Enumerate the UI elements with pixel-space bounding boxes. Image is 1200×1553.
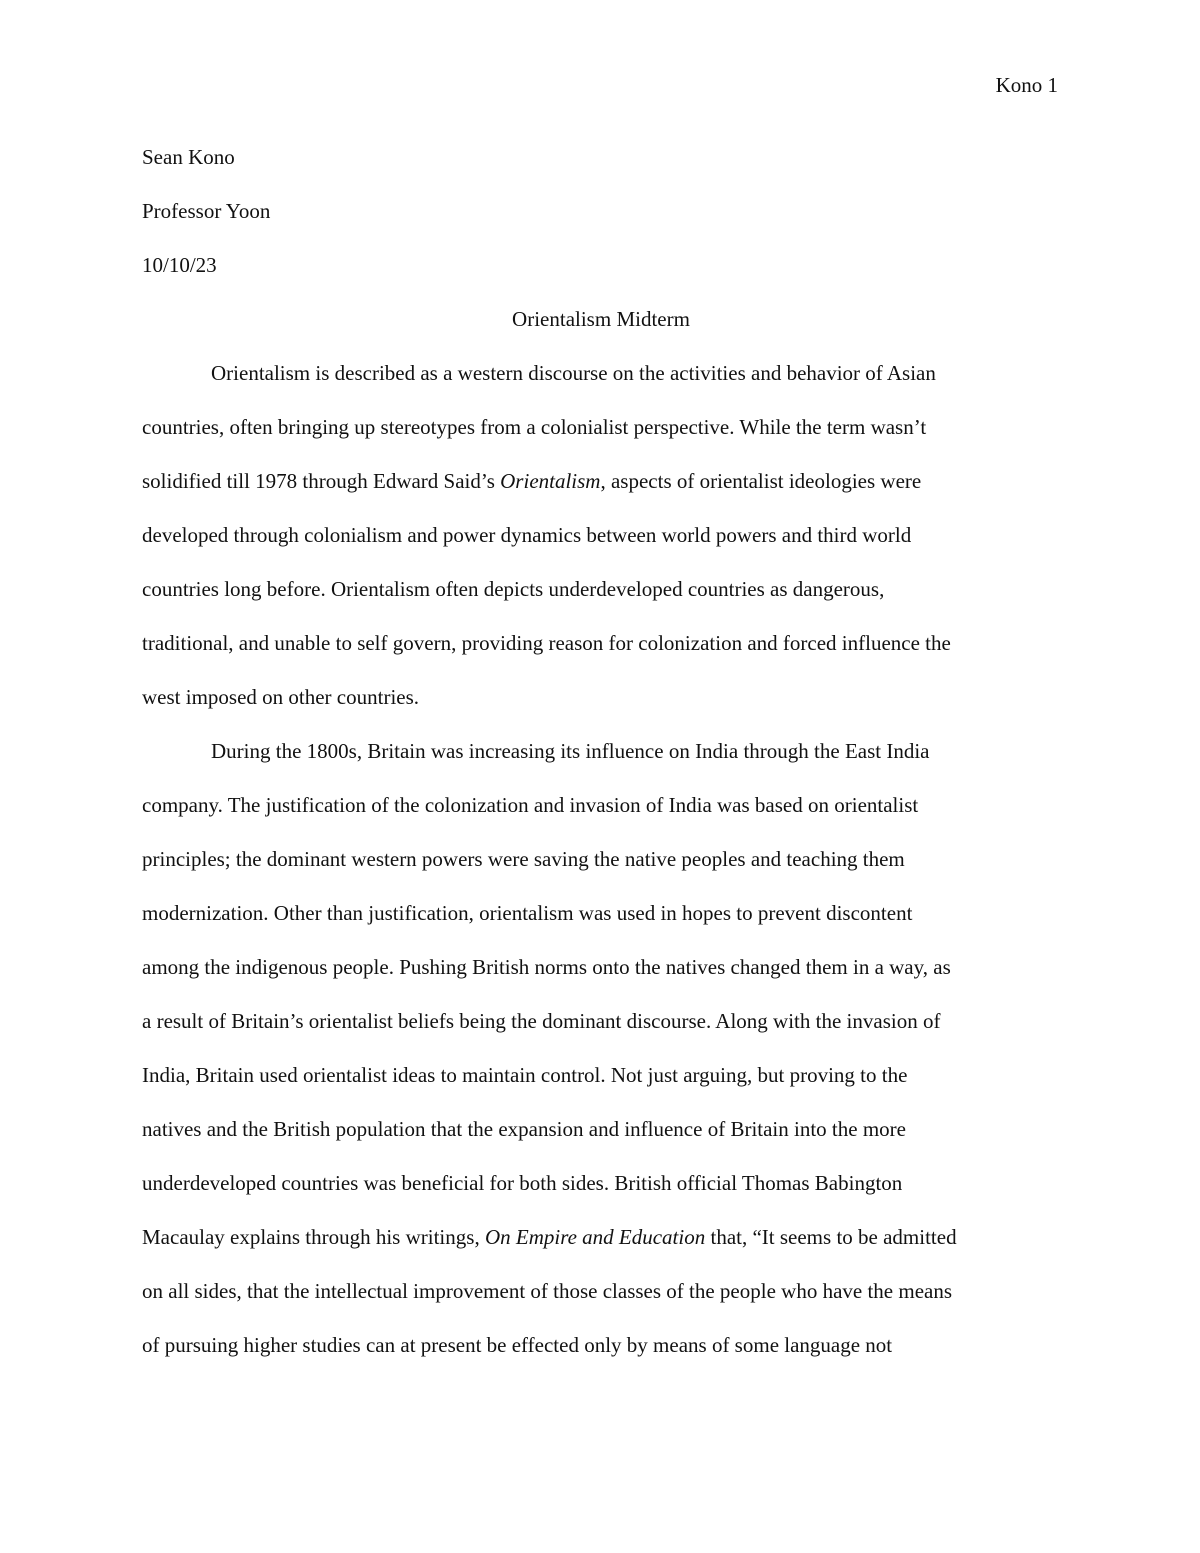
paragraph-line: west imposed on other countries.: [142, 685, 420, 709]
paragraph-line: natives and the British population that the expansion and influence of Britain into the more: [142, 1117, 906, 1141]
paragraph-line: developed through colonialism and power dynamics between world powers and third world: [142, 523, 912, 547]
paragraph-line: of pursuing higher studies can at present be effected only by means of some language not: [142, 1333, 893, 1357]
running-head: Kono 1: [995, 73, 1058, 97]
author-name: Sean Kono: [142, 145, 235, 169]
paragraph-line: company. The justification of the colonization and invasion of India was based on orientalist: [142, 793, 919, 817]
paragraph-line: solidified till 1978 through Edward Said’s Orientalism, aspects of orientalist ideologies were: [142, 469, 922, 493]
paragraph-line: principles; the dominant western powers were saving the native peoples and teaching them: [142, 847, 905, 871]
paragraph-line: India, Britain used orientalist ideas to maintain control. Not just arguing, but proving to the: [142, 1063, 908, 1087]
paragraph-line: underdeveloped countries was beneficial for both sides. British official Thomas Babington: [142, 1171, 903, 1195]
paragraph-line: among the indigenous people. Pushing British norms onto the natives changed them in a way, as: [142, 955, 951, 979]
book-title-italic: Orientalism: [500, 469, 601, 493]
paragraph-line: Orientalism is described as a western discourse on the activities and behavior of Asian: [211, 361, 936, 385]
book-title-italic: On Empire and Education: [484, 1225, 706, 1249]
paragraph-line: a result of Britain’s orientalist beliefs being the dominant discourse. Along with the invasion of: [142, 1009, 941, 1033]
paragraph-line: During the 1800s, Britain was increasing its influence on India through the East India: [211, 739, 930, 763]
paragraph-line: Macaulay explains through his writings, On Empire and Education that, “It seems to be admitted: [142, 1225, 957, 1249]
document-body: [142, 130, 1060, 1372]
paragraph-line: modernization. Other than justification, orientalism was used in hopes to prevent discontent: [142, 901, 913, 925]
paragraph-line: countries long before. Orientalism often depicts underdeveloped countries as dangerous,: [142, 577, 885, 601]
paragraph-line: traditional, and unable to self govern, providing reason for colonization and forced influence the: [142, 631, 951, 655]
document-date: 10/10/23: [142, 253, 217, 277]
instructor-name: Professor Yoon: [142, 199, 271, 223]
document-title: Orientalism Midterm: [512, 307, 690, 331]
paragraph-line: on all sides, that the intellectual improvement of those classes of the people who have the means: [142, 1279, 953, 1303]
paragraph-line: countries, often bringing up stereotypes from a colonialist perspective. While the term wasn’t: [142, 415, 927, 439]
